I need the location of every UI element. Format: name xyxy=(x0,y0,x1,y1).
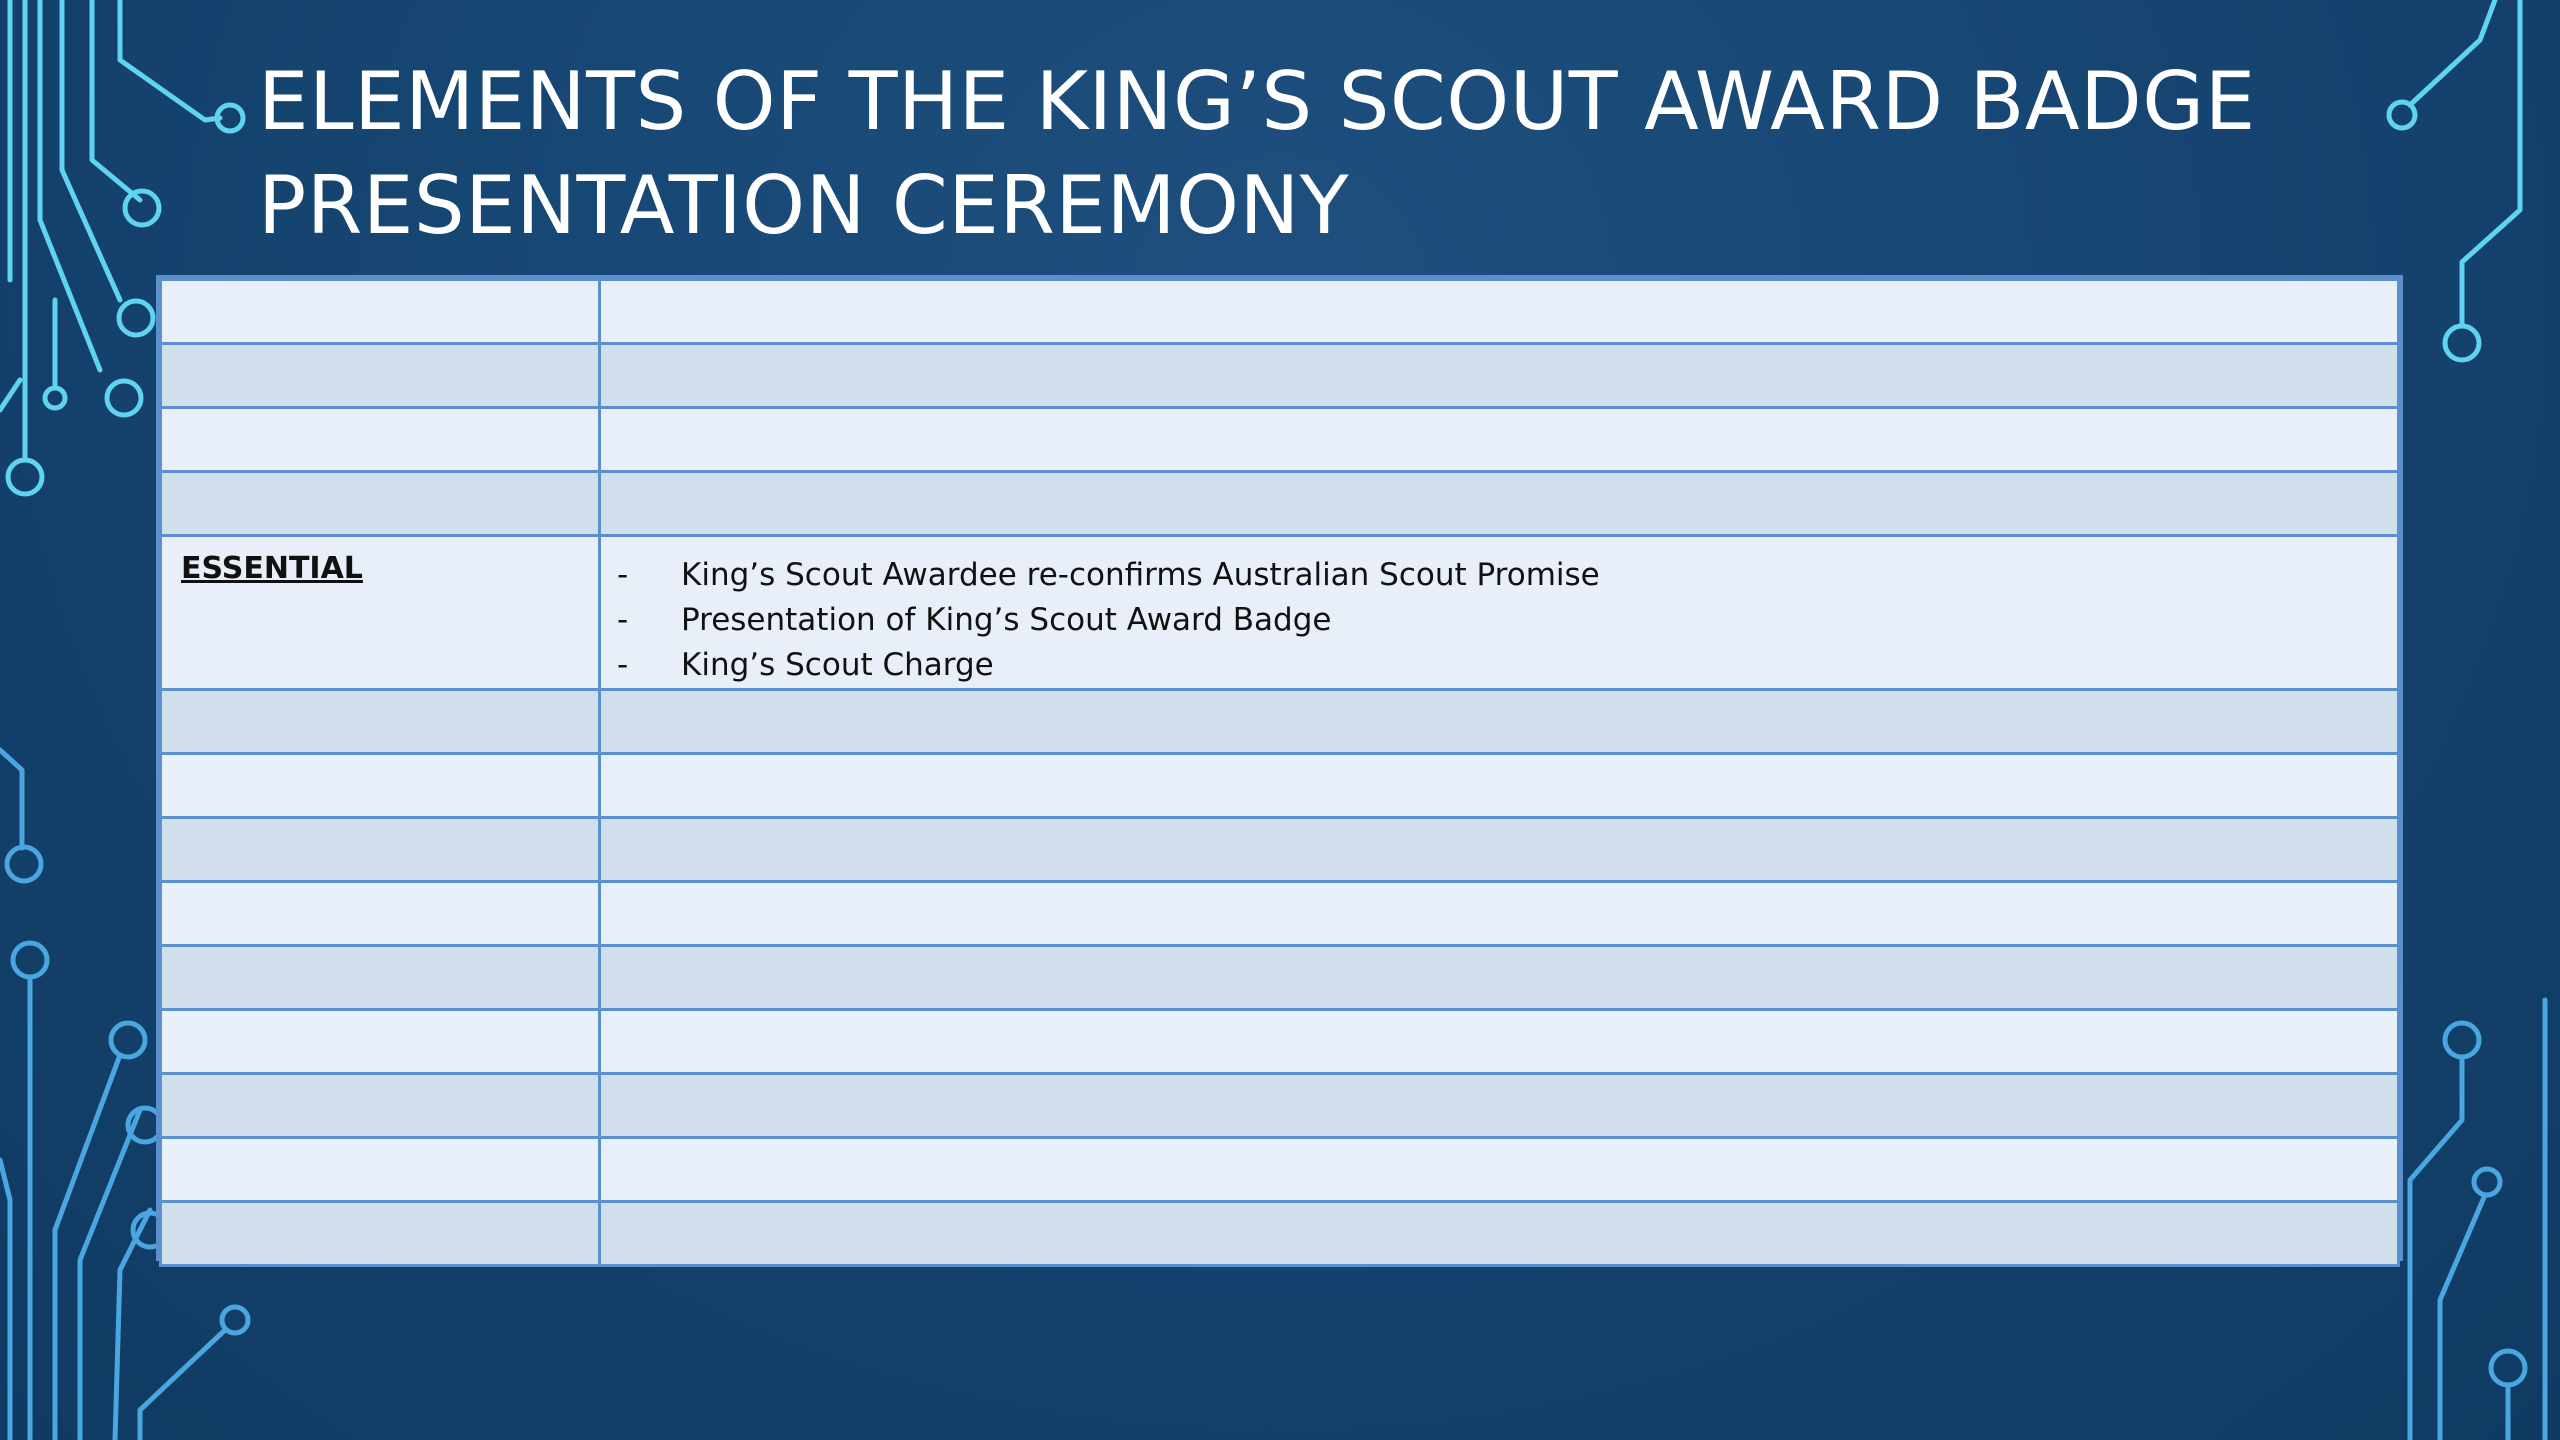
table-cell xyxy=(600,946,2399,1010)
table-row-essential xyxy=(161,536,2399,690)
table-cell xyxy=(161,690,600,754)
slide-title xyxy=(258,50,2358,258)
table-cell xyxy=(161,1138,600,1202)
table-cell xyxy=(600,754,2399,818)
table-cell xyxy=(161,754,600,818)
table-row xyxy=(161,882,2399,946)
bullet-dash: - xyxy=(617,557,629,593)
list-item-text: Presentation of King’s Scout Award Badge xyxy=(681,602,1332,638)
table-cell xyxy=(161,946,600,1010)
table-cell xyxy=(600,472,2399,536)
table-cell xyxy=(161,882,600,946)
table-row xyxy=(161,818,2399,882)
table-row xyxy=(161,408,2399,472)
table-cell xyxy=(600,690,2399,754)
table-row xyxy=(161,754,2399,818)
table-cell xyxy=(161,818,600,882)
table-cell xyxy=(161,1202,600,1266)
table-cell xyxy=(161,1010,600,1074)
table-cell xyxy=(600,1202,2399,1266)
table-cell xyxy=(600,1010,2399,1074)
table-cell xyxy=(600,408,2399,472)
list-item xyxy=(601,553,2397,598)
list-item-text: King’s Scout Charge xyxy=(681,647,994,683)
bullet-dash: - xyxy=(617,647,629,683)
table-cell xyxy=(161,536,600,690)
ceremony-elements-table xyxy=(156,275,2403,1261)
table-row xyxy=(161,690,2399,754)
list-item xyxy=(601,643,2397,688)
table-cell xyxy=(600,882,2399,946)
table-row xyxy=(161,1074,2399,1138)
list-item-text: King’s Scout Awardee re-confirms Australian Scout Promise xyxy=(681,557,1600,593)
table-cell xyxy=(600,344,2399,408)
table-row xyxy=(161,472,2399,536)
table-row xyxy=(161,1138,2399,1202)
table-cell xyxy=(161,408,600,472)
table-cell xyxy=(161,344,600,408)
table-cell xyxy=(600,1074,2399,1138)
agenda-table xyxy=(159,278,2400,1267)
table-cell xyxy=(161,280,600,344)
slide-title-line-1: ELEMENTS OF THE KING’S SCOUT AWARD BADGE xyxy=(258,55,2256,148)
table-row xyxy=(161,1010,2399,1074)
essential-label: ESSENTIAL xyxy=(181,551,363,586)
slide-title-line-2: PRESENTATION CEREMONY xyxy=(258,159,1350,252)
table-cell xyxy=(600,818,2399,882)
table-cell xyxy=(600,280,2399,344)
table-cell xyxy=(161,472,600,536)
table-row xyxy=(161,280,2399,344)
table-row xyxy=(161,946,2399,1010)
table-cell xyxy=(600,1138,2399,1202)
table-row xyxy=(161,344,2399,408)
essential-items-list xyxy=(601,553,2397,688)
table-cell xyxy=(161,1074,600,1138)
table-row xyxy=(161,1202,2399,1266)
table-cell xyxy=(600,536,2399,690)
bullet-dash: - xyxy=(617,602,629,638)
list-item xyxy=(601,598,2397,643)
